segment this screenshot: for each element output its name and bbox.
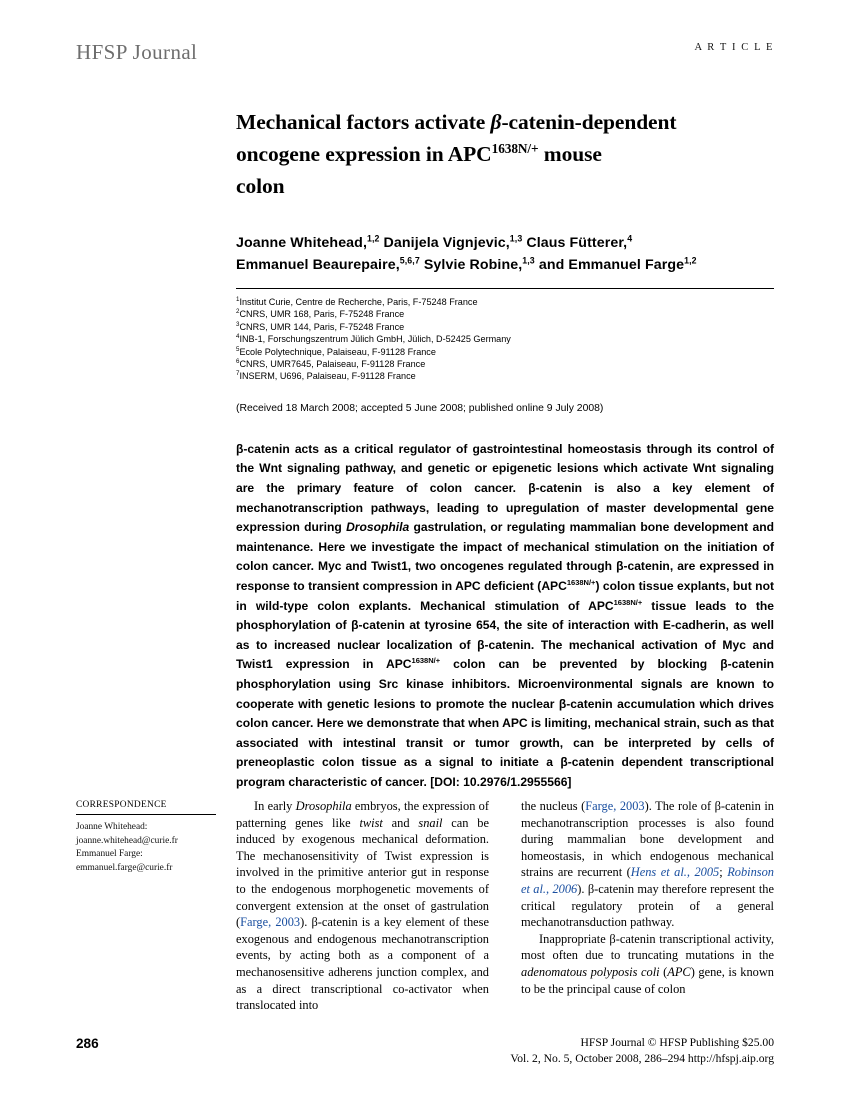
abstract-sup1: 1638N/+ <box>566 577 596 587</box>
title-beta-symbol: β <box>490 110 502 134</box>
footer-info <box>510 1035 774 1067</box>
left-p1-snail: snail <box>418 815 443 830</box>
abstract-part1: β-catenin acts as a critical regulator of gastrointestinal homeostasis through its control of the Wnt signaling pathway, and genetic or epigenetic lesions which activate Wnt signaling are the primary feature of colon cancer. β-catenin is also a key element of mechanotranscription pathways, leading to upregulation of master developmental gene expression during <box>236 441 774 535</box>
right-p1-b: ). The role of β-catenin in mechanotranscription processes is also found during mammalian bone development and homeostasis, in which endogenous mechanical strains are recurrent ( <box>521 799 774 880</box>
correspondence-body <box>76 821 216 875</box>
correspondence-block <box>76 800 216 875</box>
affiliation-text: Institut Curie, Centre de Recherche, Paris, F-75248 France <box>239 297 478 307</box>
title-line3: colon <box>236 174 285 198</box>
correspondence-email-1[interactable]: joanne.whitehead@curie.fr <box>76 835 178 846</box>
author-futterer: Claus Fütterer, <box>522 235 628 251</box>
affiliation-text: Ecole Polytechnique, Palaiseau, F-91128 France <box>239 346 436 357</box>
affiliation-item <box>236 370 774 382</box>
paragraph <box>521 798 774 931</box>
title-divider <box>236 288 774 289</box>
right-p2-a: Inappropriate β-catenin transcriptional activity, most often due to truncating mutations in the <box>521 931 774 963</box>
right-p1-c: ; <box>719 865 728 880</box>
right-p2-c: ) gene, is known to be the principal cause of colon <box>521 964 774 996</box>
author-robine-affil: 1,3 <box>522 255 535 266</box>
title-line2-post: mouse <box>538 142 602 166</box>
affiliation-text: CNRS, UMR 144, Paris, F-75248 France <box>239 321 405 332</box>
abstract-part5: colon can be prevented by blocking β-catenin phosphorylation using Src kinase inhibitors. Microenvironmental signals are known to cooperate with genetic lesions to promote the nuclear β-catenin accumulation which drives colon cancer. Here we demonstrate that when APC is limiting, mechanical strain, such as that associated with intestinal transit or tumor growth, can be interpreted by cells of preneoplastic colon tissue as a signal to initiate a β-catenin dependent transcriptional program characteristic of cancer. [DOI: 10.2976/1.2955566] <box>236 657 774 789</box>
author-whitehead-affil: 1,2 <box>366 233 380 244</box>
right-p2-b: ( <box>659 964 668 979</box>
left-p1-a: In early <box>254 799 296 813</box>
abstract-sup3: 1638N/+ <box>411 656 441 666</box>
correspondence-name-2: Emmanuel Farge: <box>76 849 143 859</box>
affiliation-item <box>236 321 774 333</box>
abstract-drosophila: Drosophila <box>346 520 410 535</box>
affiliation-item <box>236 346 774 358</box>
affiliation-item <box>236 296 774 308</box>
footer-copyright: HFSP Journal © HFSP Publishing $25.00 <box>580 1036 774 1049</box>
citation-link-farge-2003[interactable]: Farge, 2003 <box>240 915 301 930</box>
author-list <box>236 232 774 276</box>
page-title <box>236 106 774 202</box>
body-right-column <box>521 798 774 1014</box>
affiliation-marker: 2 <box>236 308 240 316</box>
article-type-label: A R T I C L E <box>694 42 774 53</box>
affiliation-item <box>236 308 774 320</box>
title-line1-post: -catenin-dependent <box>501 110 677 134</box>
left-p1-e: ). β-catenin is a key element of these exogenous and endogenous mechanotranscription events, by acting both as a component of a mechanosensitive adherens junction complex, and as a direct transcriptional co-activator when translocated into <box>236 915 489 1013</box>
affiliation-marker: 7 <box>236 370 240 378</box>
title-line2-pre: oncogene expression in APC <box>236 142 492 166</box>
title-line2-sup: 1638N/+ <box>491 140 539 156</box>
left-p1-twist: twist <box>359 815 383 830</box>
affiliation-marker: 4 <box>236 333 240 341</box>
page-number: 286 <box>76 1036 99 1051</box>
author-vignjevic-affil: 1,3 <box>509 233 523 244</box>
affiliation-item <box>236 333 774 345</box>
abstract-part3: ) colon tissue explants, but not in wild-type colon explants. Mechanical stimulation of APC <box>236 579 774 613</box>
right-p1-d: ). β-catenin may therefore represent the critical regulatory protein of a general mechanotransduction pathway. <box>521 881 774 930</box>
footer-volume: Vol. 2, No. 5, October 2008, 286–294 http://hfspj.aip.org <box>510 1052 774 1065</box>
paragraph <box>521 931 774 997</box>
citation-link-robinson-2006[interactable]: Robinson et al., 2006 <box>521 865 774 896</box>
affiliation-marker: 3 <box>236 320 240 328</box>
abstract <box>236 440 774 793</box>
right-p2-apc: APC <box>667 964 691 979</box>
correspondence-heading: CORRESPONDENCE <box>76 800 216 815</box>
author-beaurepaire-affil: 5,6,7 <box>399 255 420 266</box>
author-farge: and Emmanuel Farge <box>534 257 685 273</box>
author-beaurepaire: Emmanuel Beaurepaire, <box>236 257 400 273</box>
right-p1-a: the nucleus ( <box>521 799 586 813</box>
left-p1-c: and <box>382 815 419 830</box>
abstract-part2: gastrulation, or regulating mammalian bone development and maintenance. Here we investigate the impact of mechanical stimulation on the initiation of colon cancer. Myc and Twist1, two oncogenes regulated through β-catenin, are expressed in response to transient compression in APC deficient (APC <box>236 520 774 593</box>
citation-link-farge-2003[interactable]: Farge, 2003 <box>585 799 645 813</box>
affiliation-text: INSERM, U696, Palaiseau, F-91128 France <box>239 371 416 382</box>
affiliation-marker: 6 <box>236 358 240 365</box>
received-dates: (Received 18 March 2008; accepted 5 June 2008; published online 9 July 2008) <box>236 402 604 414</box>
right-p2-apc-long: adenomatous polyposis coli <box>521 964 660 979</box>
author-futterer-affil: 4 <box>627 233 633 244</box>
author-vignjevic: Danijela Vignjevic, <box>379 235 510 251</box>
left-p1-b: embryos, the expression of patterning genes like <box>236 799 489 830</box>
title-line1-pre: Mechanical factors activate <box>236 110 491 134</box>
affiliation-text: INB-1, Forschungszentrum Jülich GmbH, Jülich, D-52425 Germany <box>239 334 511 345</box>
author-farge-affil: 1,2 <box>684 255 697 266</box>
paragraph <box>236 798 489 1014</box>
body-left-column <box>236 798 489 1014</box>
affiliation-marker: 5 <box>236 345 240 353</box>
affiliation-marker: 1 <box>236 295 240 303</box>
affiliation-item <box>236 358 774 370</box>
journal-name: HFSP Journal <box>76 40 198 64</box>
affiliation-list <box>236 296 774 383</box>
abstract-part4: tissue leads to the phosphorylation of β-catenin at tyrosine 654, the site of interaction with E-cadherin, as well as to increased nuclear localization of β-catenin. The mechanical activation of Myc and Twist1 expression in APC <box>236 598 774 672</box>
correspondence-name-1: Joanne Whitehead: <box>76 822 148 832</box>
author-robine: Sylvie Robine, <box>419 257 523 273</box>
body-columns <box>236 798 774 1014</box>
affiliation-text: CNRS, UMR 168, Paris, F-75248 France <box>239 309 405 320</box>
author-whitehead: Joanne Whitehead, <box>236 235 367 251</box>
correspondence-email-2[interactable]: emmanuel.farge@curie.fr <box>76 862 173 873</box>
affiliation-text: CNRS, UMR7645, Palaiseau, F-91128 France <box>239 359 426 370</box>
left-p1-d: can be induced by exogenous mechanical deformation. The mechanosensitivity of Twist expression is involved in the primitive anterior gut in response to the endogenous morphogenetic movements of convergent extension at the onset of gastrulation ( <box>236 815 489 930</box>
abstract-sup2: 1638N/+ <box>613 597 643 607</box>
citation-link-hens-2005[interactable]: Hens et al., 2005 <box>630 865 720 880</box>
title-block <box>236 106 774 793</box>
left-p1-drosophila: Drosophila <box>295 799 352 813</box>
